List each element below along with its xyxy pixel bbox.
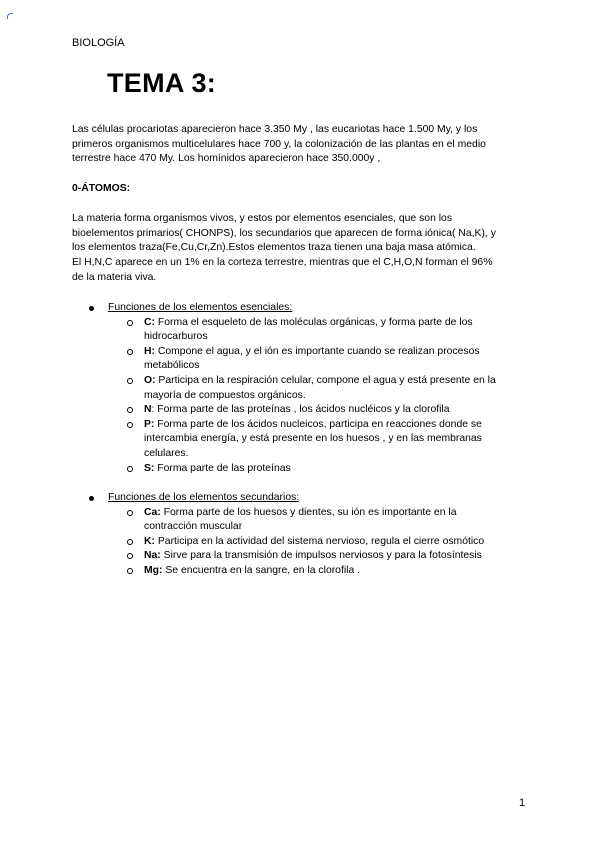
paragraph-line: La materia forma organismos vivos, y estos por elementos esenciales, que son los [72, 213, 453, 224]
circle-bullet-icon [127, 407, 133, 413]
item-text: Compone el agua, y el ión es importante cuando se realizan procesos [154, 345, 480, 357]
element-symbol: Mg: [144, 564, 163, 576]
list-heading [72, 491, 542, 506]
item-text: Participa en la respiración celular, compone el agua y está presente en la [155, 374, 496, 386]
item-text: Se encuentra en la sangre, en la clorofila . [162, 564, 361, 576]
list-item [72, 462, 542, 477]
item-text: Forma parte de las proteínas [154, 462, 291, 474]
list-heading-label: Funciones de los elementos secundarios: [108, 492, 300, 503]
list-item [72, 535, 542, 550]
circle-bullet-icon [127, 466, 133, 472]
list-item [72, 403, 542, 418]
bullet-icon [89, 496, 94, 501]
item-text: contracción muscular [144, 521, 243, 533]
page-title: TEMA 3: [107, 68, 217, 98]
body-paragraph [72, 212, 532, 286]
paragraph-line: El H,N,C aparece en un 1% en la corteza terrestre, mientras que el C,H,O,N forman el 96% [72, 257, 493, 269]
circle-bullet-icon [127, 539, 133, 545]
circle-bullet-icon [127, 349, 133, 355]
list-item [72, 374, 542, 403]
item-text: Participa en la actividad del sistema nervioso, regula el cierre osmótico [154, 535, 485, 547]
item-text: intercambia energía, y está presente en los huesos , y en las membranas [144, 433, 482, 445]
element-symbol: Na: [144, 550, 161, 562]
page-number: 1 [519, 797, 526, 809]
element-symbol: K: [144, 535, 155, 547]
list-item [72, 345, 542, 374]
item-text: Forma parte de los huesos y dientes, su ión es importante en la [160, 506, 457, 518]
list-item [72, 506, 542, 535]
list-heading-label: Funciones de los elementos esenciales: [108, 302, 293, 313]
list-item [72, 418, 542, 462]
item-text: Forma el esqueleto de las moléculas orgánicas, y forma parte de los [154, 316, 473, 328]
item-text: mayoría de compuestos orgánicos. [144, 389, 306, 401]
element-symbol: H: [144, 345, 155, 357]
intro-paragraph [72, 123, 532, 167]
element-symbol: N [144, 404, 152, 416]
item-text: celulares. [144, 447, 189, 459]
element-sublist [72, 506, 542, 579]
list-item [72, 316, 542, 345]
paragraph-line: de la materia viva. [72, 271, 157, 283]
list-item [72, 549, 542, 564]
paragraph-line: bioelementos primarios( CHONPS), los secundarios que aparecen de forma iónica( Na,K), y [72, 227, 496, 239]
section-heading: 0-ÁTOMOS: [72, 183, 131, 194]
element-symbol: C: [144, 316, 155, 328]
circle-bullet-icon [127, 510, 133, 516]
list-heading [72, 301, 542, 316]
list-item [72, 564, 542, 579]
item-text: : Forma parte de las proteínas , los ácidos nucléicos y la clorofila [151, 404, 450, 416]
circle-bullet-icon [127, 568, 133, 574]
element-symbol: P: [144, 418, 155, 430]
intro-line: Las células procariotas aparecieron hace 3.350 My , las eucariotas hace 1.500 My, y los [72, 124, 478, 135]
element-symbol: O: [144, 374, 156, 386]
page-header: BIOLOGÍA [72, 37, 125, 49]
bullet-icon [89, 306, 94, 311]
element-sublist [72, 316, 542, 477]
element-symbol: S: [144, 462, 155, 474]
item-text: Forma parte de los ácidos nucleicos, participa en reacciones donde se [154, 418, 482, 430]
circle-bullet-icon [127, 553, 133, 559]
essential-elements-list [72, 301, 542, 476]
circle-bullet-icon [127, 378, 133, 384]
intro-line: primeros organismos multicelulares hace 700 y, la colonización de las plantas en el medio [72, 138, 486, 150]
circle-bullet-icon [127, 320, 133, 326]
secondary-elements-list [72, 491, 542, 579]
item-text: hidrocarburos [144, 331, 208, 343]
item-text: metabólicos [144, 360, 200, 372]
intro-line: terrestre hace 470 My. Los homínidos aparecieron hace 350.000y , [72, 153, 381, 165]
element-symbol: Ca: [144, 506, 161, 518]
item-text: Sirve para la transmisión de impulsos nerviosos y para la fotosíntesis [160, 550, 482, 562]
page-corner-mark [7, 13, 13, 19]
circle-bullet-icon [127, 422, 133, 428]
paragraph-line: los elementos traza(Fe,Cu,Cr,Zn).Estos elementos traza tienen una baja masa atómica. [72, 242, 476, 254]
